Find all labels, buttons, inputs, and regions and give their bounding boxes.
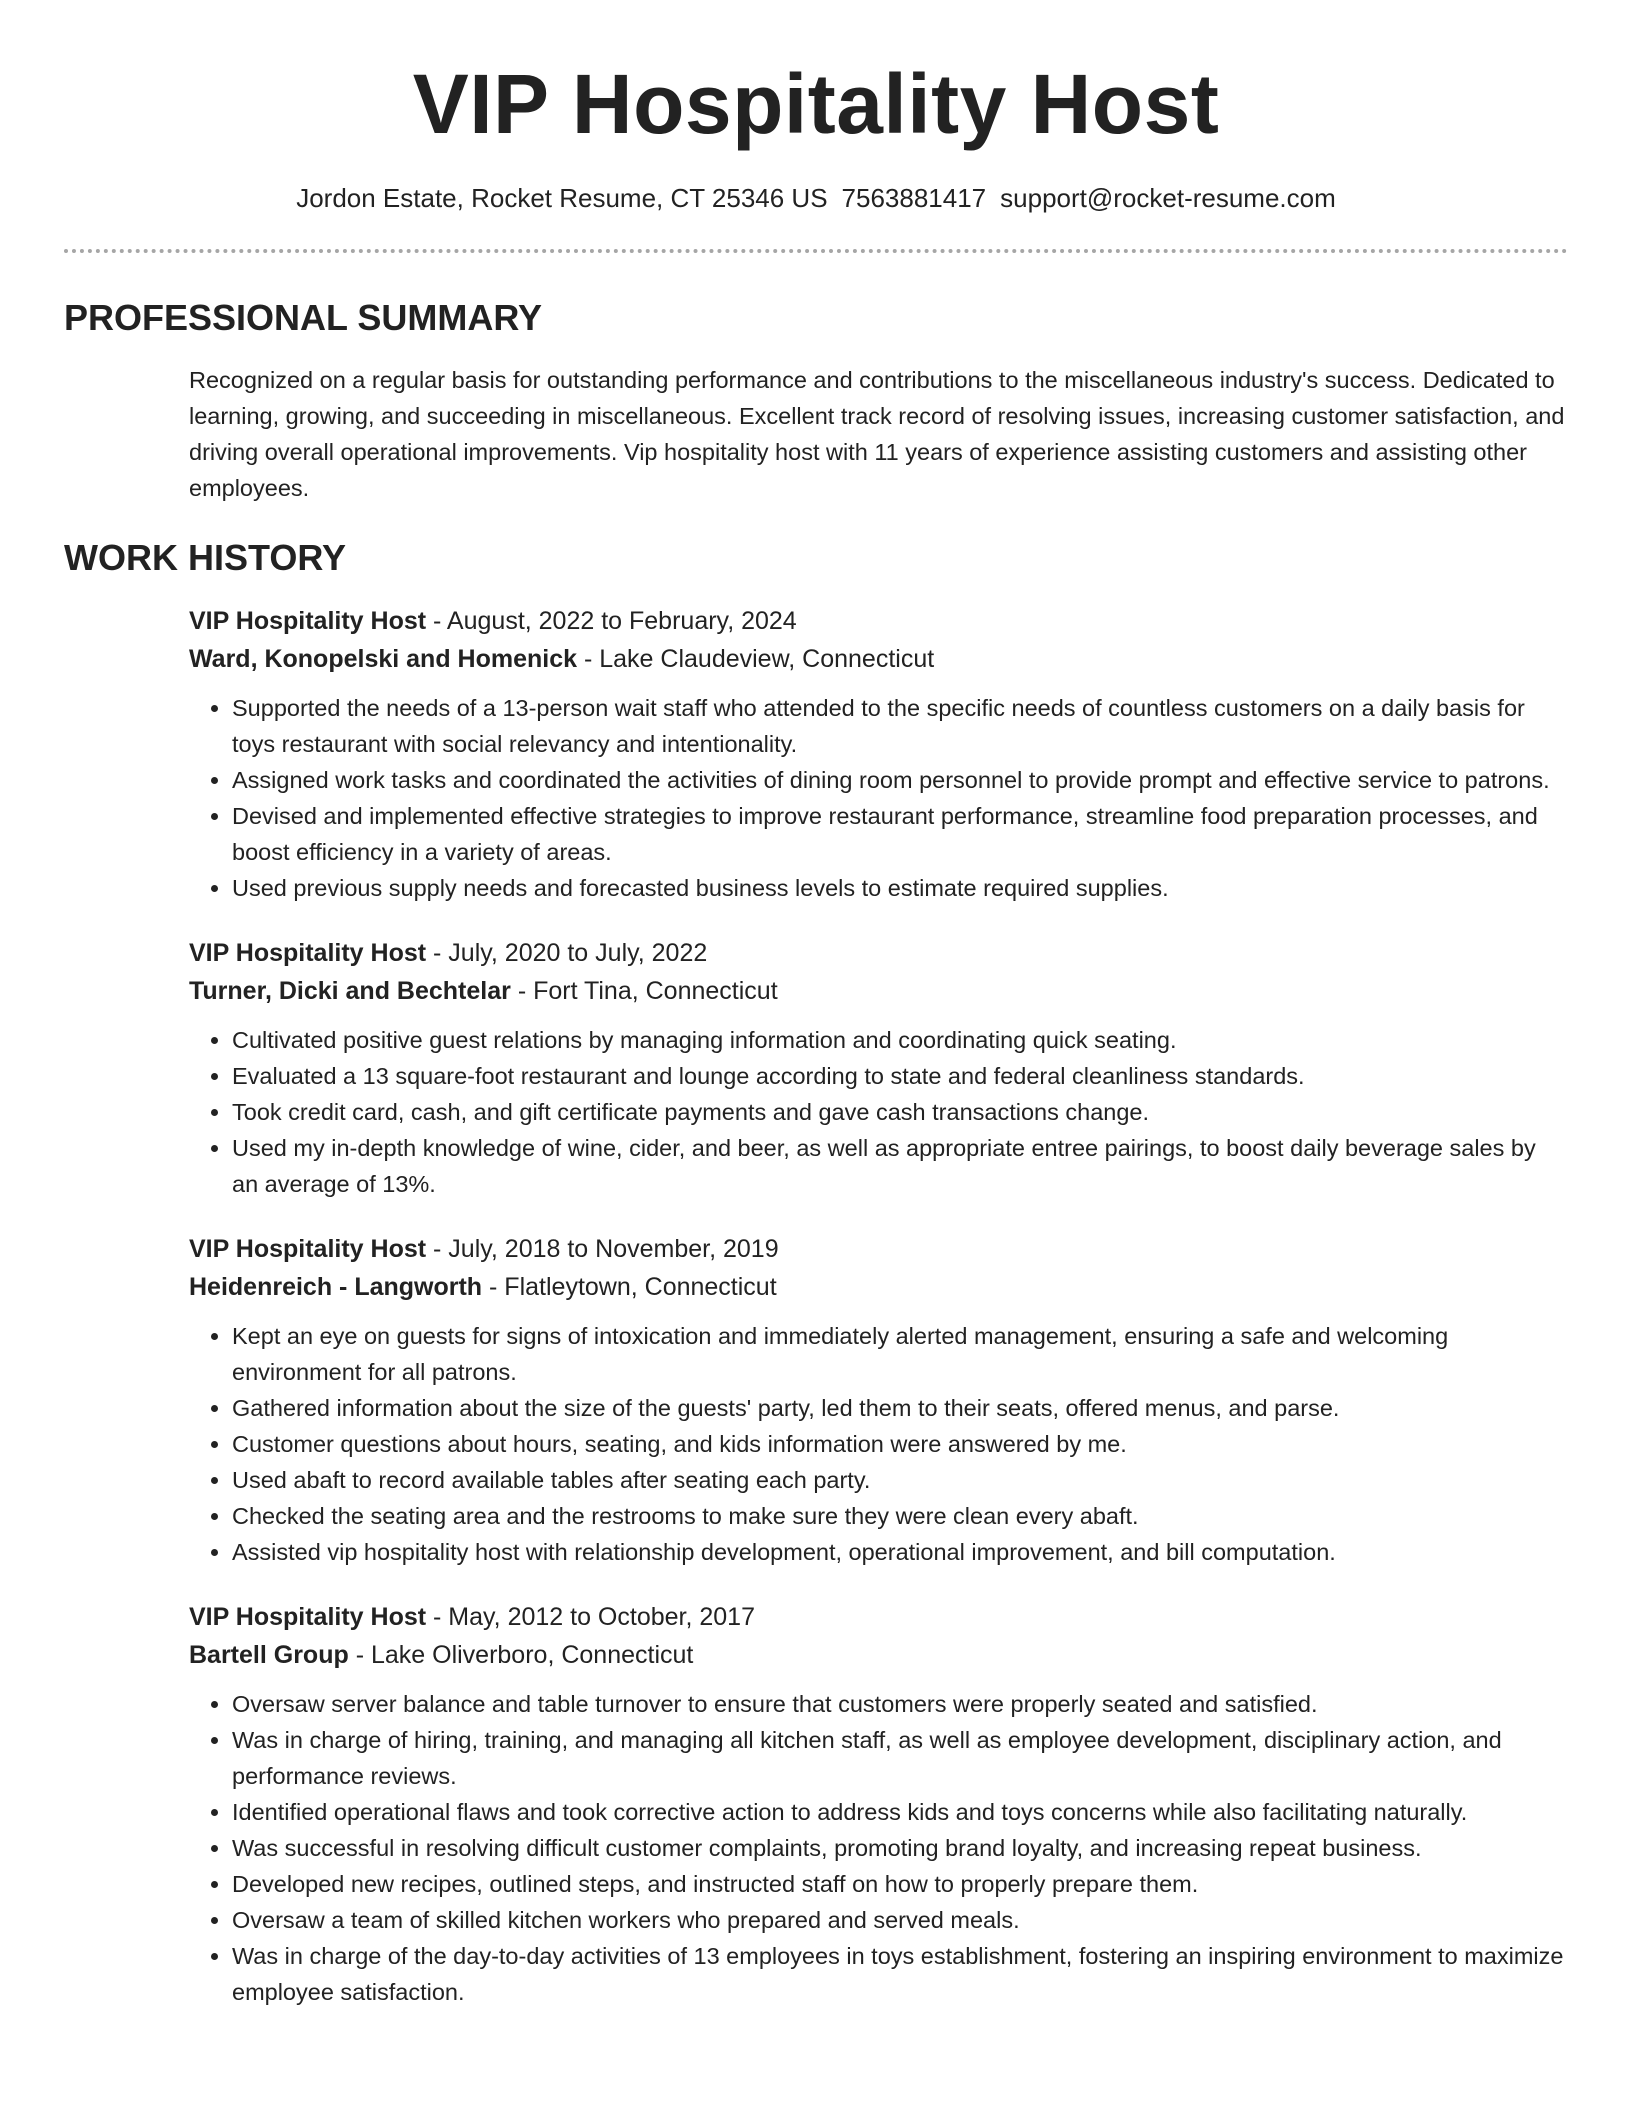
job-bullet: • Gathered information about the size of the guests' party, led them to their seats, offered menus, and parse. [232,1390,1568,1426]
contact-phone: 7563881417 [841,183,987,213]
job-bullet: • Identified operational flaws and took corrective action to address kids and toys concerns while also facilitating naturally. [232,1794,1568,1830]
summary-section [189,362,1568,506]
job-bullet: • Supported the needs of a 13-person wait staff who attended to the specific needs of countless customers on a daily basis for toys restaurant with social relevancy and intentionality. [232,690,1568,762]
job-title-line [189,1230,1568,1268]
job-bullet: • Used my in-depth knowledge of wine, cider, and beer, as well as appropriate entree pairings, to boost daily beverage sales by an average of 13%. [232,1130,1568,1202]
job-dates: - July, 2018 to November, 2019 [426,1235,779,1263]
header-divider [64,249,1568,253]
job-bullet: • Was in charge of hiring, training, and managing all kitchen staff, as well as employee development, disciplinary action, and performance reviews. [232,1722,1568,1794]
job-bullet: • Checked the seating area and the restrooms to make sure they were clean every abaft. [232,1498,1568,1534]
job-role: VIP Hospitality Host [189,1603,427,1631]
job-bullet: • Was successful in resolving difficult customer complaints, promoting brand loyalty, and increasing repeat business. [232,1830,1568,1866]
job-bullet: • Evaluated a 13 square-foot restaurant and lounge according to state and federal cleanliness standards. [232,1058,1568,1094]
job-role: VIP Hospitality Host [189,1235,427,1263]
summary-text: Recognized on a regular basis for outstanding performance and contributions to the miscellaneous industry's success. Dedicated to learning, growing, and succeeding in miscellaneous. Excellent track record of resolving issues, increasing customer satisfaction, and driving overall operational improvements. Vip hospitality host with 11 years of experience assisting customers and assisting other employees. [189,367,1565,501]
job-bullet: • Assisted vip hospitality host with relationship development, operational improvement, and bill computation. [232,1534,1568,1570]
job-title-line [189,934,1568,972]
summary-heading: PROFESSIONAL SUMMARY [64,297,543,338]
job-entry [189,1230,1568,1570]
job-bullet: • Used previous supply needs and forecasted business levels to estimate required supplies. [232,870,1568,906]
job-bullet-list [189,1022,1568,1202]
job-company-line [189,640,1568,678]
job-bullet: • Customer questions about hours, seating, and kids information were answered by me. [232,1426,1568,1462]
job-bullet-list [189,1686,1568,2010]
contact-email: support@rocket-resume.com [1000,183,1336,213]
job-bullet: • Oversaw a team of skilled kitchen workers who prepared and served meals. [232,1902,1568,1938]
job-bullet-list [189,1318,1568,1570]
work-history-heading: WORK HISTORY [64,537,347,578]
job-bullet: • Developed new recipes, outlined steps, and instructed staff on how to properly prepare them. [232,1866,1568,1902]
job-bullet: • Cultivated positive guest relations by managing information and coordinating quick seating. [232,1022,1568,1058]
candidate-name: VIP Hospitality Host [412,57,1220,151]
job-bullet: • Was in charge of the day-to-day activities of 13 employees in toys establishment, fostering an inspiring environment to maximize employee satisfaction. [232,1938,1568,2010]
contact-line [0,182,1632,214]
job-bullet: • Assigned work tasks and coordinated the activities of dining room personnel to provide prompt and effective service to patrons. [232,762,1568,798]
job-bullet-list [189,690,1568,906]
job-bullet: • Oversaw server balance and table turnover to ensure that customers were properly seated and satisfied. [232,1686,1568,1722]
contact-address: Jordon Estate, Rocket Resume, CT 25346 US [296,183,828,213]
job-bullet: • Kept an eye on guests for signs of intoxication and immediately alerted management, ensuring a safe and welcoming environment for all patrons. [232,1318,1568,1390]
job-title-line [189,602,1568,640]
job-dates: - August, 2022 to February, 2024 [426,607,797,635]
job-title-line [189,1598,1568,1636]
job-role: VIP Hospitality Host [189,939,427,967]
job-location: - Flatleytown, Connecticut [482,1273,777,1301]
resume-content [64,296,1568,2010]
job-company-line [189,972,1568,1010]
job-company-line [189,1636,1568,1674]
job-company: Bartell Group [189,1641,349,1669]
job-location: - Lake Oliverboro, Connecticut [348,1641,694,1669]
job-location: - Fort Tina, Connecticut [510,977,778,1005]
job-entry [189,1598,1568,2010]
job-entry [189,934,1568,1202]
job-company: Turner, Dicki and Bechtelar [189,977,511,1005]
job-location: - Lake Claudeview, Connecticut [577,645,935,673]
job-company: Heidenreich - Langworth [189,1273,483,1301]
job-role: VIP Hospitality Host [189,607,427,635]
job-dates: - May, 2012 to October, 2017 [426,1603,755,1631]
job-bullet: • Devised and implemented effective strategies to improve restaurant performance, streamline food preparation processes, and boost efficiency in a variety of areas. [232,798,1568,870]
job-bullet: • Used abaft to record available tables after seating each party. [232,1462,1568,1498]
job-company-line [189,1268,1568,1306]
job-entry [189,602,1568,906]
work-history-list [64,602,1568,2010]
job-dates: - July, 2020 to July, 2022 [426,939,708,967]
job-company: Ward, Konopelski and Homenick [189,645,578,673]
job-bullet: • Took credit card, cash, and gift certificate payments and gave cash transactions change. [232,1094,1568,1130]
